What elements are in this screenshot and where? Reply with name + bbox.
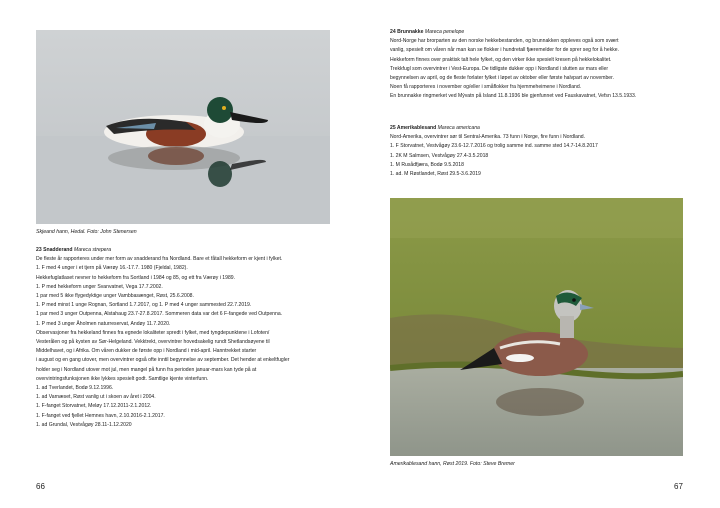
- text-line: 1 par med 5 ikke flygedyktige unger Vambbasænget, Røst, 25.6.2008.: [36, 293, 194, 300]
- text-line: i august og en gang utover, men overvintrer også ofte inntil begynnelse av september. Det hender at enkeltfugler: [36, 357, 290, 364]
- text-line: 1. 2K M Salmsen, Vestvågøy 27.4-3.5.2018: [390, 152, 489, 159]
- text-line: holder seg i Nordland utover mot jul, men mangel på funn fra perioden januar-mars kan tyde på at: [36, 366, 257, 373]
- text-line: Observasjoner fra hekkeland finnes fra egnede lokaliteter spredt i fylket, med tyngdepunktene i Lofoten/: [36, 329, 270, 336]
- shoveler-photo: [36, 30, 330, 224]
- text-line: 1. ad Tverlandet, Bodø 9.12.1996.: [36, 385, 114, 392]
- text-line: Trekkfugl som overvintrer i Vest-Europa. De tidligste dukker opp i Nordland i slutten av mars eller: [390, 65, 609, 72]
- shoveler-duck-illustration: [36, 30, 330, 224]
- american-wigeon-photo-caption: Amerikablesand hann, Røst 2019. Foto: Steve Bremer: [390, 461, 515, 467]
- text-line: Middelhavet, og i Afrika. Om våren dukker de første opp i Nordland i mid-april. Hanntrekket starter: [36, 348, 257, 355]
- text-line: 1. P med 3 unger Åholmen naturreservat, Andøy 11.7.2020.: [36, 320, 171, 327]
- text-line: 1. F Storvatnet, Vestvågøy 23.6-12.7.2016 og trolig samme ind. samme sted 14.7-14.8.2017: [390, 143, 598, 150]
- text-line: 1. F-fanget ved fjellet Hemnes havn, 2.10.2016-2.1.2017.: [36, 412, 165, 419]
- text-line: 1. P med minst 1 unge Rognan, Sortland 1.7.2017, og 1. P med 4 unger sammested 22.7.2019.: [36, 302, 252, 309]
- text-line: Vesterålen og på kysten av Sør-Helgeland. Vekktrekt, overvintrer hovedsakelig rundt Shetlandsøyene til: [36, 339, 270, 346]
- shoveler-photo-caption: Skjeand hann, Hedal. Foto: John Stenersen: [36, 229, 137, 235]
- text-line: Nord-Amerika, overvintrer sør til Sentral-Amerika. 73 funn i Norge, fire funn i Nordland.: [390, 134, 586, 141]
- text-line: 1. M Rusådfjæra, Bodø 9.5.2018: [390, 161, 464, 168]
- american-wigeon-photo: [390, 198, 683, 456]
- text-line: overvintringsfunksjonen ikke lykkes spesielt godt. Samtlige kjente vinterfunn.: [36, 375, 209, 382]
- text-line: 1. F-fanget Storvatnet, Meløy 17.12.2011-2.1.2012.: [36, 403, 152, 410]
- text-line: 1. ad Grundal, Vestvågøy 28.11-1.12.2020: [36, 421, 132, 428]
- species-heading-gadwall: 23 Snadderand Mareca strepera: [36, 247, 112, 253]
- text-line: 1 par med 3 unger Outpenna, Alstahaug 23.7-27.8.2017. Sommeren data var det 6 F-fangede ved Outpenna.: [36, 311, 283, 318]
- text-line: 1. ad. M Røstlandet, Røst 29.5-3.6.2019: [390, 171, 481, 178]
- american-wigeon-text-block: [390, 124, 690, 179]
- text-line: 1. P med hekkeform unger Svanvatnet, Vega 17.7.2002.: [36, 283, 163, 290]
- text-line: En brunnakke ringmerket ved Mývatn på Island 11.8.1936 ble gjenfunnet ved Fauskavatnet, Vefsn 13.5.1933.: [390, 93, 637, 100]
- text-line: vanlig, spesielt om våren når man kan se flokker i hundretall fjæremelder for de sprer seg for å hekke.: [390, 47, 620, 54]
- text-line: Hekkefuglatlaset nevner to hekkeform fra Sortland i 1984 og 85, og ett fra Værøy i 1989.: [36, 274, 236, 281]
- species-heading-wigeon: 24 Brunnakke Mareca penelope: [390, 29, 465, 35]
- text-line: 1. F med 4 unger i et tjern på Værøy 16.-17.7. 1980 (Fjeldal, 1982).: [36, 265, 188, 272]
- text-line: Hekkeform finnes over praktisk talt hele fylket, og den virker ikke spesielt kresen på hekkelokalitet.: [390, 56, 612, 63]
- wigeon-text-block: [390, 28, 690, 102]
- text-line: begynnelsen av april, og de fleste forlater fylket i løpet av oktober eller første halvpart av november.: [390, 75, 614, 82]
- text-line: De fleste år rapporteres under mer form av snadderand fra Nordland. Bare et fåtall hekkeform er kjent i fylket.: [36, 256, 283, 263]
- text-line: 1. ad Varnæset, Røst vanlig ut i skoen av året i 2004.: [36, 394, 156, 401]
- text-line: Nord-Norge har brorparten av den norske hekkebestanden, og brunnakken oppleves også som svært: [390, 38, 619, 45]
- american-wigeon-illustration: [390, 198, 683, 456]
- species-heading-american-wigeon: 25 Amerikablesand Mareca americana: [390, 125, 480, 131]
- text-line: Noen få rapporteres i november og/eller i småflokker fra hjemmeheimene i Nordland.: [390, 84, 582, 91]
- left-text-block: [36, 246, 332, 430]
- right-page: [360, 0, 720, 508]
- page-number-left: 66: [36, 482, 45, 491]
- page-number-right: 67: [674, 482, 683, 491]
